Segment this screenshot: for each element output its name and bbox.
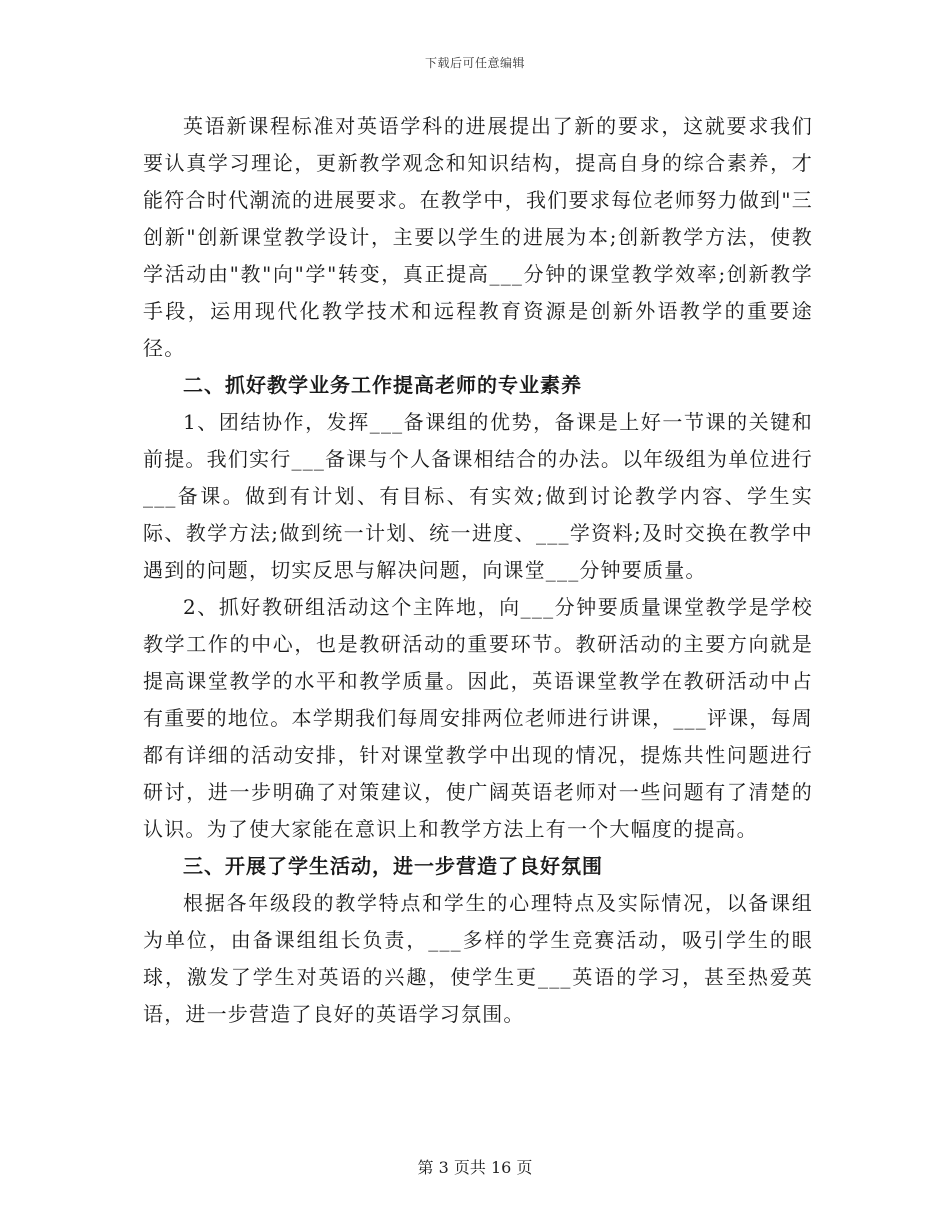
paragraph-intro: 英语新课程标准对英语学科的进展提出了新的要求，这就要求我们要认真学习理论，更新教学观念和知识结构，提高自身的综合素养，才能符合时代潮流的进展要求。在教学中，我们要求每位老师努力做到"三创新"创新课堂教学设计，主要以学生的进展为本;创新教学方法，使教学活动由"教"向"学"转变，真正提高___分钟的课堂教学效率;创新教学手段，运用现代化教学技术和远程教育资源是创新外语教学的重要途径。 — [143, 114, 813, 360]
paragraph-item-1: 1、团结协作，发挥___备课组的优势，备课是上好一节课的关键和前提。我们实行___备课与个人备课相结合的办法。以年级组为单位进行___备课。做到有计划、有目标、有实效;做到讨论教学内容、学生实际、教学方法;做到统一计划、统一进度、___学资料;及时交换在教学中遇到的问题，切实反思与解决问题，向课堂___分钟要质量。 — [143, 410, 813, 582]
paragraph-activities: 根据各年级段的教学特点和学生的心理特点及实际情况，以备课组为单位，由备课组组长负责，___多样的学生竞赛活动，吸引学生的眼球，激发了学生对英语的兴趣，使学生更___英语的学习，甚至热爱英语，进一步营造了良好的英语学习氛围。 — [143, 891, 813, 1026]
paragraph-item-2: 2、抓好教研组活动这个主阵地，向___分钟要质量课堂教学是学校教学工作的中心，也是教研活动的重要环节。教研活动的主要方向就是提高课堂教学的水平和教学质量。因此，英语课堂教学在教研活动中占有重要的地位。本学期我们每周安排两位老师进行讲课，___评课，每周都有详细的活动安排，针对课堂教学中出现的情况，提炼共性问题进行研讨，进一步明确了对策建议，使广阔英语老师对一些问题有了清楚的认识。为了使大家能在意识上和教学方法上有一个大幅度的提高。 — [143, 595, 813, 841]
document-body — [143, 108, 813, 1033]
section-heading-2: 二、抓好教学业务工作提高老师的专业素养 — [183, 373, 582, 397]
section-heading-3: 三、开展了学生活动，进一步营造了良好氛围 — [183, 854, 603, 878]
page-header-note: 下载后可任意编辑 — [424, 56, 525, 70]
page-number-footer: 第 3 页共 16 页 — [417, 1158, 533, 1177]
